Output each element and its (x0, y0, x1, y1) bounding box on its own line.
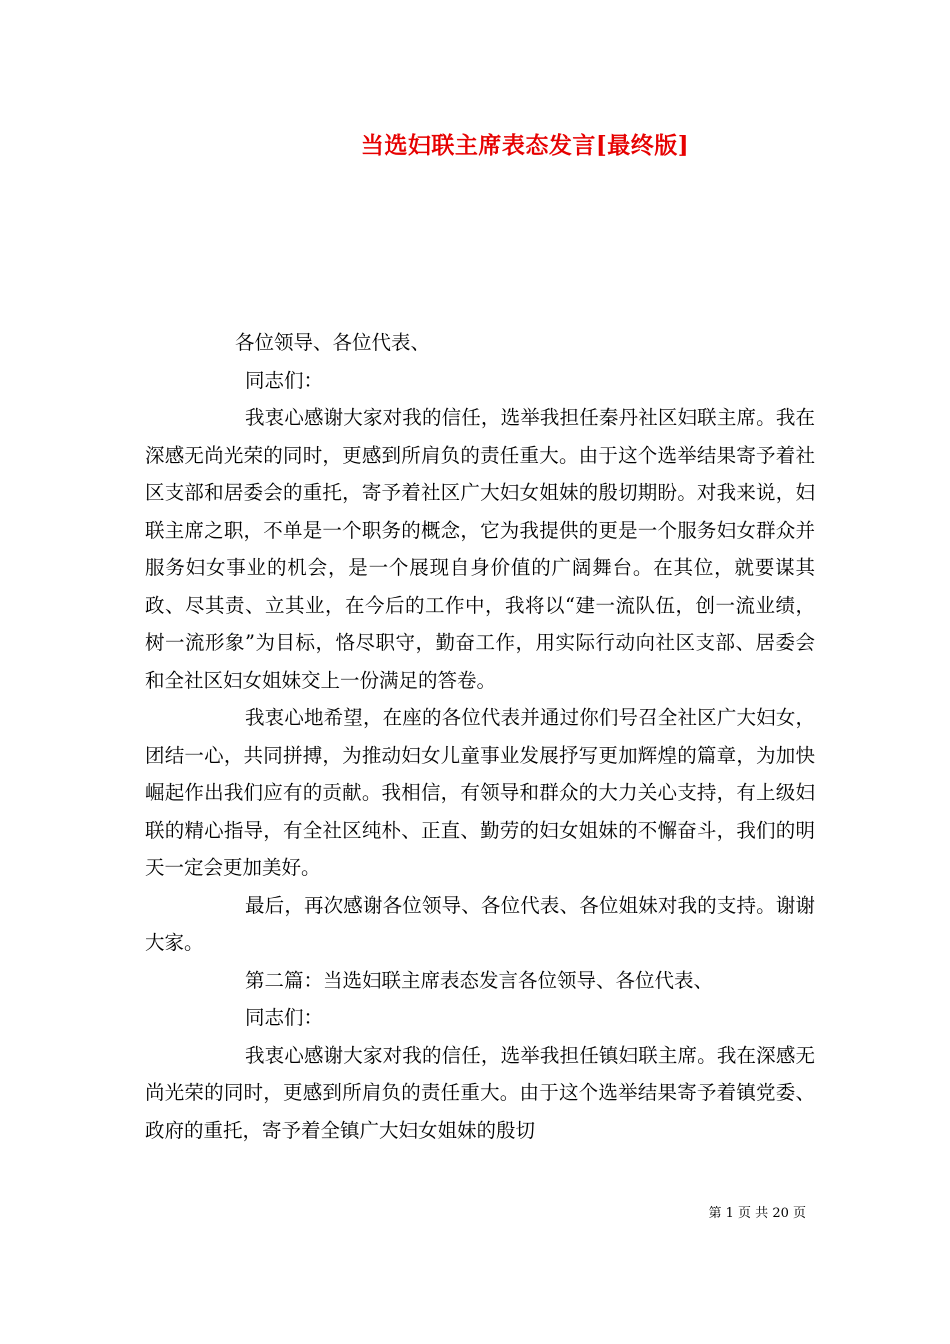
paragraph-2: 我衷心地希望，在座的各位代表并通过你们号召全社区广大妇女，团结一心，共同拼搏，为推动妇女儿童事业发展抒写更加辉煌的篇章，为加快崛起作出我们应有的贡献。我相信，有领导和群众的大力关心支持，有上级妇联的精心指导，有全社区纯朴、正直、勤劳的妇女姐妹的不懈奋斗，我们的明天一定会更加美好。 (145, 706, 815, 879)
document-title: 当选妇联主席表态发言[最终版] (360, 132, 690, 159)
greeting-2: 同志们： (245, 1006, 324, 1029)
salutation: 各位领导、各位代表、 (235, 331, 431, 354)
paragraph-5: 我衷心感谢大家对我的信任，选举我担任镇妇联主席。我在深感无尚光荣的同时，更感到所肩负的责任重大。由于这个选举结果寄予着镇党委、政府的重托，寄予着全镇广大妇女姐妹的殷切 (145, 1043, 815, 1142)
page-footer: 第 1 页 共 20 页 (708, 1206, 806, 1221)
paragraph-4: 第二篇：当选妇联主席表态发言各位领导、各位代表、 (245, 968, 714, 992)
paragraph-1: 我衷心感谢大家对我的信任，选举我担任秦丹社区妇联主席。我在深感无尚光荣的同时，更感到所肩负的责任重大。由于这个选举结果寄予着社区支部和居委会的重托，寄予着社区广大妇女姐妹的殷切期盼。对我来说，妇联主席之职，不单是一个职务的概念，它为我提供的更是一个服务妇女群众并服务妇女事业的机会，是一个展现自身价值的广阔舞台。在其位，就要谋其政、尽其责、立其业，在今后的工作中，我将以“建一流队伍，创一流业绩，树一流形象”为目标，恪尽职守，勤奋工作，用实际行动向社区支部、居委会和全社区妇女姐妹交上一份满足的答卷。 (145, 406, 815, 692)
document-body (145, 324, 815, 1149)
greeting: 同志们： (245, 368, 324, 392)
paragraph-3: 最后，再次感谢各位领导、各位代表、各位姐妹对我的支持。谢谢大家。 (145, 893, 815, 954)
